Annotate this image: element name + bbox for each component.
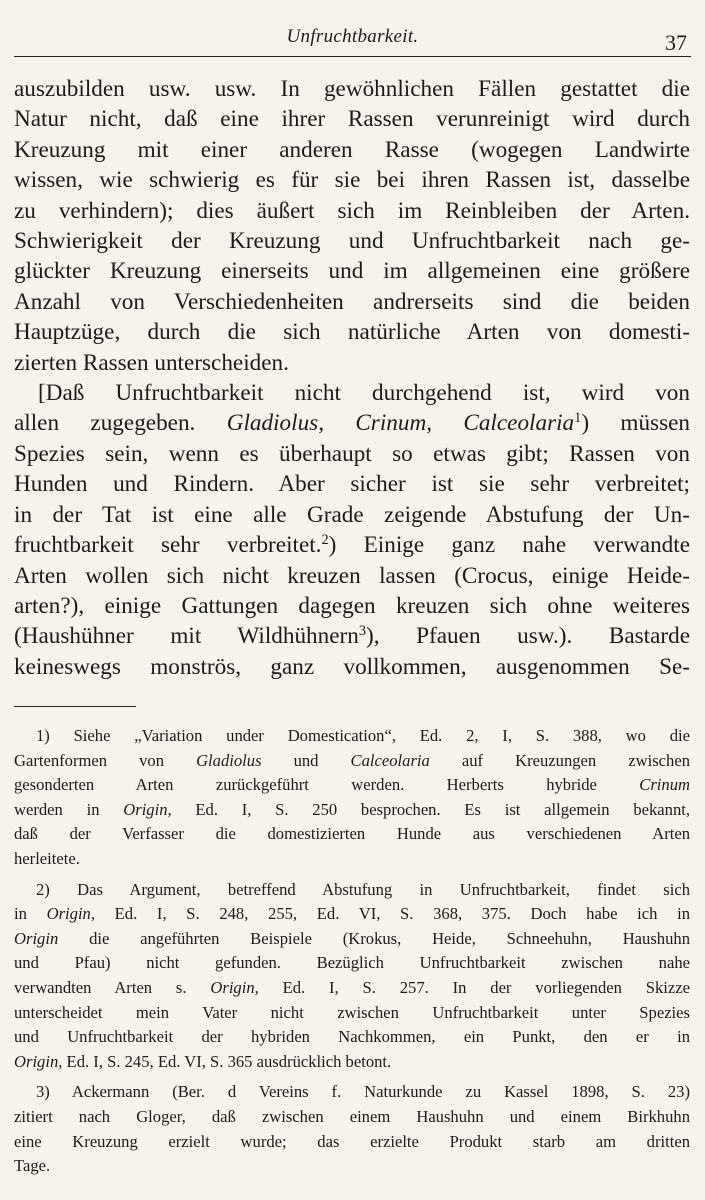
text-line: Kreuzung mit einer anderen Rasse (wogegen Landwirte — [14, 136, 690, 163]
text-line: Hunden und Rindern. Aber sicher ist sie sehr verbreitet; — [14, 471, 690, 498]
footnote-line — [14, 798, 690, 823]
text-line: Anzahl von Verschiedenheiten andrerseits sind die beiden — [14, 288, 690, 315]
text-line — [14, 621, 690, 651]
footnote-line — [14, 902, 690, 927]
text-run: auf Kreuzungen zwischen — [429, 750, 690, 770]
footnote-3 — [14, 1080, 690, 1178]
text-line: Schwierigkeit der Kreuzung und Unfruchtbarkeit nach ge- — [14, 228, 690, 255]
footnote-line — [14, 773, 690, 798]
text-line: Spezies sein, wenn es überhaupt so etwas gibt; Rassen von — [14, 440, 690, 467]
page-header — [14, 22, 691, 57]
text-line: zu verhindern); dies äußert sich im Reinbleiben der Arten. — [14, 197, 690, 224]
footnote-line: eine Kreuzung erzielt wurde; das erzielte Produkt starb am dritten — [14, 1131, 690, 1151]
italic-term: Gladiolus — [196, 750, 262, 770]
text-line: in der Tat ist eine alle Grade zeigende Abstufung der Un- — [14, 501, 690, 528]
footnote-line: 3) Ackermann (Ber. d Vereins f. Naturkunde zu Kassel 1898, S. 23) — [36, 1082, 690, 1102]
italic-term: Origin, — [123, 799, 172, 819]
footnote-2 — [14, 878, 690, 1075]
italic-term: Origin, — [210, 977, 259, 997]
footnote-marker: 2 — [321, 532, 329, 549]
italic-term: Origin, — [14, 1051, 63, 1071]
text-run: werden in — [14, 799, 124, 819]
text-run: die angeführten Beispiele (Krokus, Heide, Schneehuhn, Haushuhn — [58, 928, 690, 948]
paragraph-1 — [14, 74, 690, 378]
page-number: 37 — [665, 30, 687, 55]
footnote-line: Tage. — [14, 1156, 51, 1176]
text-run: fruchtbarkeit sehr verbreitet. — [14, 532, 322, 559]
text-line: [Daß Unfruchtbarkeit nicht durchgehend ist, wird von — [38, 380, 690, 407]
footnote-line: und Unfruchtbarkeit der hybriden Nachkommen, ein Punkt, den er in — [14, 1027, 690, 1047]
text-line: auszubilden usw. usw. In gewöhnlichen Fällen gestattet die — [14, 76, 690, 102]
text-line: Natur nicht, daß eine ihrer Rassen verunreinigt wird durch — [14, 106, 690, 133]
text-line — [14, 530, 690, 560]
paragraph-2 — [14, 378, 690, 682]
footnote-marker: 1 — [574, 410, 582, 427]
footnote-line: und Pfau) nicht gefunden. Bezüglich Unfruchtbarkeit zwischen nahe — [14, 953, 690, 973]
italic-term: Origin, — [46, 904, 95, 924]
text-run: verwandten Arten s. — [14, 977, 211, 997]
footnote-1 — [14, 724, 690, 872]
footnote-line: 1) Siehe „Variation under Domestication“, Ed. 2, I, S. 388, wo die — [36, 726, 690, 745]
text-run: gesonderten Arten zurückgeführt werden. Herberts hybride — [14, 775, 640, 795]
italic-term: Origin — [14, 928, 59, 948]
text-line: Arten wollen sich nicht kreuzen lassen (Crocus, einige Heide- — [14, 562, 690, 589]
text-run: (Haushühner mit Wildhühnern — [14, 623, 359, 650]
footnote-line: herleitete. — [14, 848, 80, 868]
italic-term: Calceolaria — [350, 750, 430, 770]
text-line: Hauptzüge, durch die sich natürliche Arten von domesti- — [14, 319, 690, 346]
text-run: allen zugegeben. — [14, 410, 196, 437]
text-line: keineswegs monströs, ganz vollkommen, ausgenommen Se- — [14, 653, 690, 680]
footnote-line — [14, 976, 690, 1001]
footnote-line: unterscheidet mein Vater nicht zwischen Unfruchtbarkeit unter Spezies — [14, 1002, 690, 1022]
text-line — [14, 408, 690, 438]
text-run: ), Pfauen usw.). Bastarde — [366, 623, 691, 650]
text-run: Ed. I, S. 257. In der vorliegenden Skizze — [258, 977, 690, 997]
main-text — [14, 74, 690, 682]
text-line: wissen, wie schwierig es für sie bei ihren Rassen ist, dasselbe — [14, 167, 690, 194]
footnote-line — [14, 927, 690, 952]
text-run: ) Einige ganz nahe verwandte — [328, 532, 690, 559]
text-line: arten?), einige Gattungen dagegen kreuzen sich ohne weiteres — [14, 592, 690, 619]
text-line: glückter Kreuzung einerseits und im allgemeinen eine größere — [14, 258, 690, 285]
footnote-line: 2) Das Argument, betreffend Abstufung in Unfruchtbarkeit, findet sich — [36, 879, 690, 899]
footnote-line: zitiert nach Gloger, daß zwischen einem Haushuhn und einem Birkhuhn — [14, 1106, 690, 1126]
text-run: Ed. I, S. 248, 255, Ed. VI, S. 368, 375. Doch habe ich in — [95, 904, 690, 924]
italic-term: Crinum — [639, 775, 690, 795]
footnote-line: daß der Verfasser die domestizierten Hunde aus verschiedenen Arten — [14, 824, 690, 844]
text-run: Gartenformen von — [14, 750, 197, 770]
text-run: in — [14, 904, 47, 924]
footnotes — [14, 724, 690, 1185]
text-run: ) müssen — [581, 410, 690, 437]
running-title: Unfruchtbarkeit. — [286, 26, 419, 47]
text-line: zierten Rassen unterscheiden. — [14, 349, 289, 376]
text-run: Ed. I, S. 250 besprochen. Es ist allgemein bekannt, — [171, 799, 690, 819]
footnote-line — [14, 749, 690, 774]
footnote-rule — [14, 706, 136, 707]
text-run: und — [261, 750, 351, 770]
footnote-marker: 3 — [358, 623, 367, 640]
text-run: Ed. I, S. 245, Ed. VI, S. 365 ausdrücklich betont. — [62, 1051, 392, 1071]
genus-names: Gladiolus, Crinum, Calceolaria — [226, 410, 575, 437]
footnote-line — [14, 1050, 690, 1075]
